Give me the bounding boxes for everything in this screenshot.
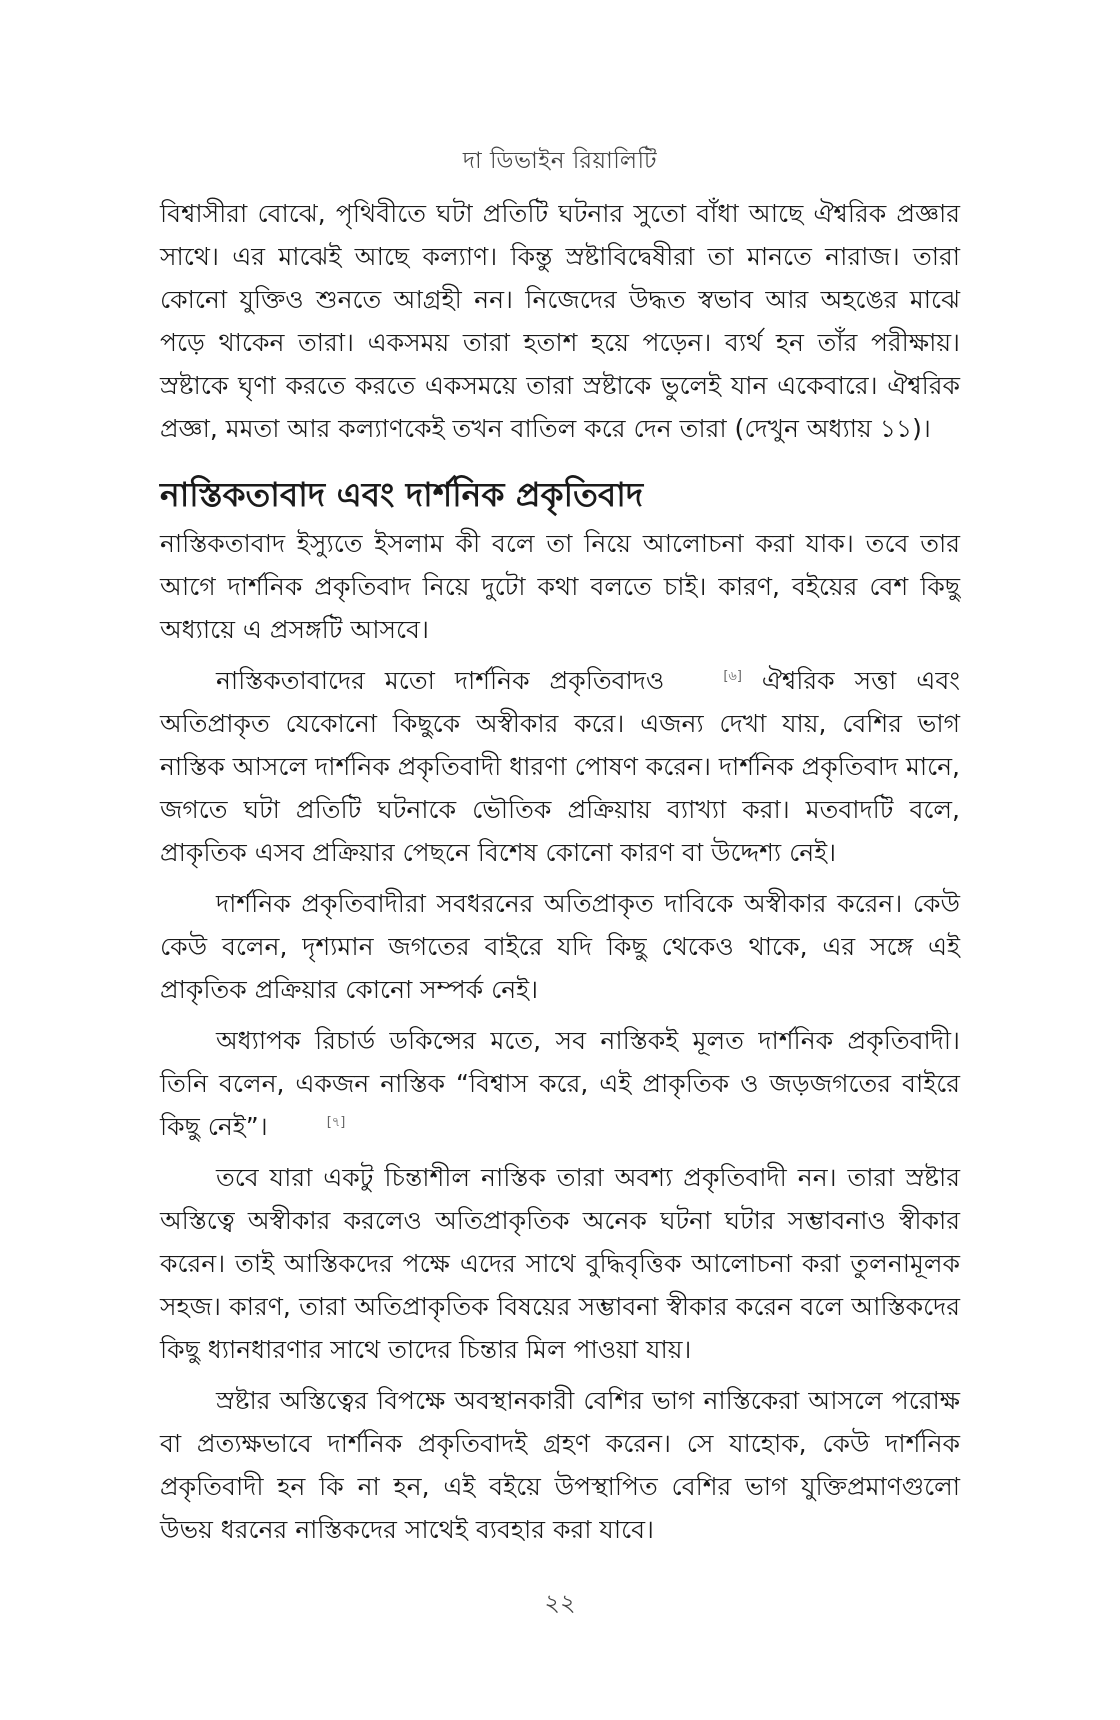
section-paragraph-1: নাস্তিকতাবাদ ইস্যুতে ইসলাম কী বলে তা নিয়ে আলোচনা করা যাক। তবে তার আগে দার্শনিক প্রকৃতিবাদ নিয়ে দুটো কথা বলতে চাই। কারণ, বইয়ের বেশ কিছু অধ্যায়ে এ প্রসঙ্গটি আসবে। — [160, 529, 960, 644]
paragraph-2-text-a: নাস্তিকতাবাদের মতো দার্শনিক প্রকৃতিবাদও — [216, 666, 665, 695]
page-number: ২২ — [544, 1589, 576, 1617]
page-body — [160, 192, 960, 1559]
paragraph-2-text-b: ঐশ্বরিক সত্তা এবং অতিপ্রাকৃত যেকোনো কিছুকে অস্বীকার করে। এজন্য দেখা যায়, বেশির ভাগ নাস্তিক আসলে দার্শনিক প্রকৃতিবাদী ধারণা পোষণ করেন। দার্শনিক প্রকৃতিবাদ মানে, জগতে ঘটা প্রতিটি ঘটনাকে ভৌতিক প্রক্রিয়ায় ব্যাখ্যা করা। মতবাদটি বলে, প্রাকৃতিক এসব প্রক্রিয়ার পেছনে বিশেষ কোনো কারণ বা উদ্দেশ্য নেই। — [160, 666, 960, 867]
running-header: দা ডিভাইন রিয়ালিটি — [462, 148, 658, 174]
paragraph-4-text: অধ্যাপক রিচার্ড ডকিন্সের মতে, সব নাস্তিকই মূলত দার্শনিক প্রকৃতিবাদী। তিনি বলেন, একজন নাস্তিক “বিশ্বাস করে, এই প্রাকৃতিক ও জড়জগতের বাইরে কিছু নেই”। — [160, 1026, 960, 1141]
section-paragraph-4 — [160, 1019, 960, 1148]
intro-paragraph: বিশ্বাসীরা বোঝে, পৃথিবীতে ঘটা প্রতিটি ঘটনার সুতো বাঁধা আছে ঐশ্বরিক প্রজ্ঞার সাথে। এর মাঝেই আছে কল্যাণ। কিন্তু স্রষ্টাবিদ্বেষীরা তা মানতে নারাজ। তারা কোনো যুক্তিও শুনতে আগ্রহী নন। নিজেদের উদ্ধত স্বভাব আর অহঙের মাঝে পড়ে থাকেন তারা। একসময় তারা হতাশ হয়ে পড়েন। ব্যর্থ হন তাঁর পরীক্ষায়। স্রষ্টাকে ঘৃণা করতে করতে একসময়ে তারা স্রষ্টাকে ভুলেই যান একেবারে। ঐশ্বরিক প্রজ্ঞা, মমতা আর কল্যাণকেই তখন বাতিল করে দেন তারা (দেখুন অধ্যায় ১১)। — [160, 199, 960, 443]
footnote-ref-6[interactable]: [৬] — [723, 668, 742, 684]
footnote-ref-7[interactable]: [৭] — [326, 1114, 346, 1130]
section-paragraph-3: দার্শনিক প্রকৃতিবাদীরা সবধরনের অতিপ্রাকৃত দাবিকে অস্বীকার করেন। কেউ কেউ বলেন, দৃশ্যমান জগতের বাইরে যদি কিছু থেকেও থাকে, এর সঙ্গে এই প্রাকৃতিক প্রক্রিয়ার কোনো সম্পর্ক নেই। — [160, 889, 960, 1004]
section-paragraph-2 — [160, 659, 960, 874]
section-heading: নাস্তিকতাবাদ এবং দার্শনিক প্রকৃতিবাদ — [160, 475, 644, 514]
section-paragraph-5: তবে যারা একটু চিন্তাশীল নাস্তিক তারা অবশ্য প্রকৃতিবাদী নন। তারা স্রষ্টার অস্তিত্বে অস্বীকার করলেও অতিপ্রাকৃতিক অনেক ঘটনা ঘটার সম্ভাবনাও স্বীকার করেন। তাই আস্তিকদের পক্ষে এদের সাথে বুদ্ধিবৃত্তিক আলোচনা করা তুলনামূলক সহজ। কারণ, তারা অতিপ্রাকৃতিক বিষয়ের সম্ভাবনা স্বীকার করেন বলে আস্তিকদের কিছু ধ্যানধারণার সাথে তাদের চিন্তার মিল পাওয়া যায়। — [160, 1163, 960, 1364]
section-paragraph-6: স্রষ্টার অস্তিত্বের বিপক্ষে অবস্থানকারী বেশির ভাগ নাস্তিকেরা আসলে পরোক্ষ বা প্রত্যক্ষভাবে দার্শনিক প্রকৃতিবাদই গ্রহণ করেন। সে যাহোক, কেউ দার্শনিক প্রকৃতিবাদী হন কি না হন, এই বইয়ে উপস্থাপিত বেশির ভাগ যুক্তিপ্রমাণগুলো উভয় ধরনের নাস্তিকদের সাথেই ব্যবহার করা যাবে। — [160, 1386, 960, 1544]
